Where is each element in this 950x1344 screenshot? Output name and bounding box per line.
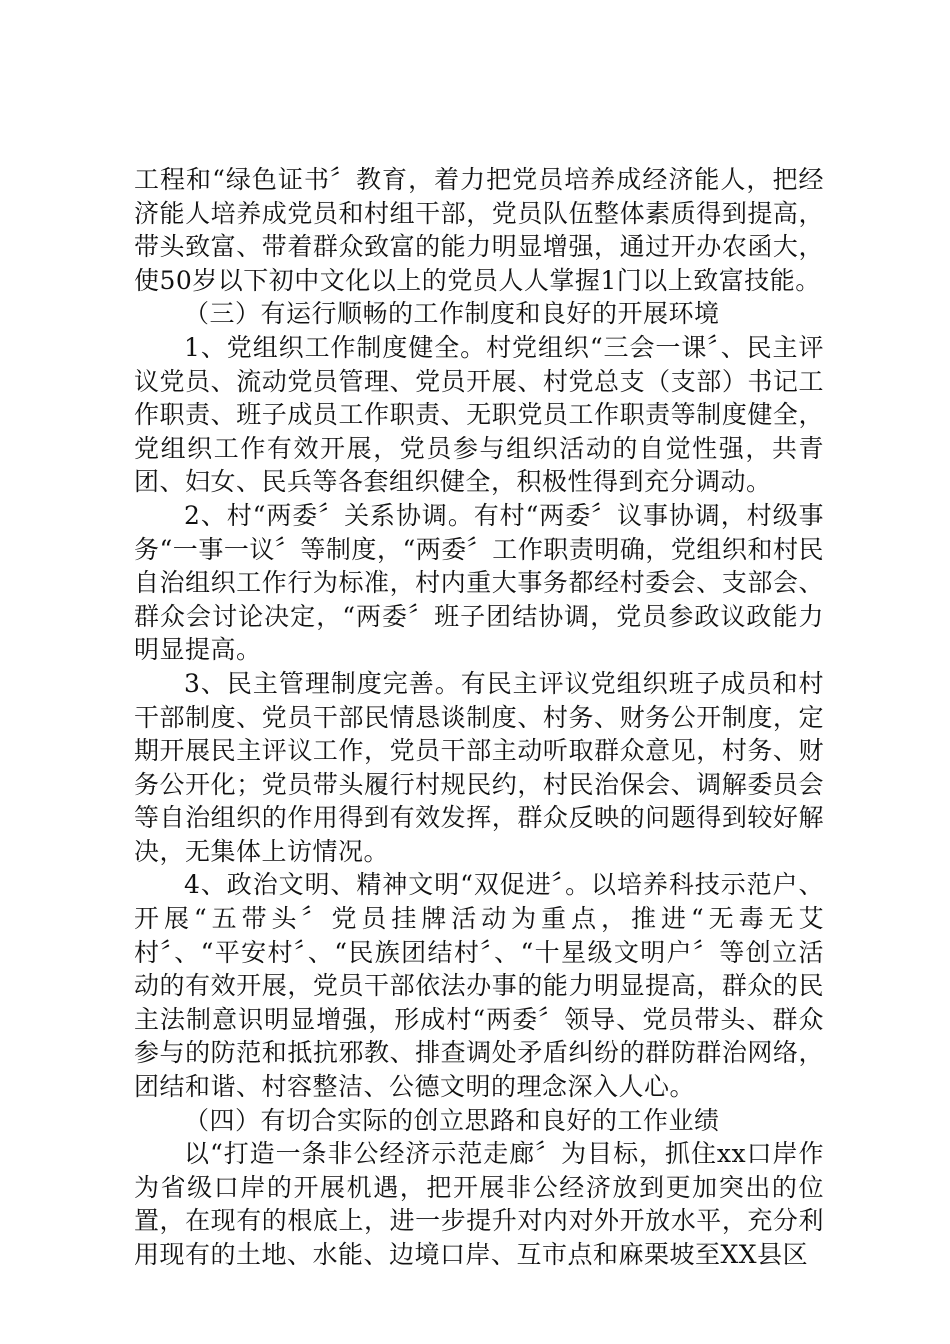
paragraph-continuation: 工程和“绿色证书〞教育，着力把党员培养成经济能人，把经济能人培养成党员和村组干部，党员队伍整体素质得到提高，带头致富、带着群众致富的能力明显增强，通过开办农函大，使50岁以下初中文化以上的党员人人掌握1门以上致富技能。	[134, 165, 824, 295]
section-heading-3: （三）有运行顺畅的工作制度和良好的开展环境	[184, 299, 720, 329]
paragraph-item-1: 1、党组织工作制度健全。村党组织“三会一课〞、民主评议党员、流动党员管理、党员开展、村党总支（支部）书记工作职责、班子成员工作职责、无职党员工作职责等制度健全，党组织工作有效开展，党员参与组织活动的自觉性强，共青团、妇女、民兵等各套组织健全，积极性得到充分调动。	[134, 332, 824, 497]
paragraph-item-2: 2、村“两委〞关系协调。有村“两委〞议事协调，村级事务“一事一议〞等制度，“两委〞工作职责明确，党组织和村民自治组织工作行为标准，村内重大事务都经村委会、支部会、群众会讨论决定，“两委〞班子团结协调，党员参政议政能力明显提高。	[134, 500, 824, 665]
document-body	[134, 163, 824, 1272]
paragraph-item-3: 3、民主管理制度完善。有民主评议党组织班子成员和村干部制度、党员干部民情恳谈制度、村务、财务公开制度，定期开展民主评议工作，党员干部主动听取群众意见，村务、财务公开化；党员带头履行村规民约，村民治保会、调解委员会等自治组织的作用得到有效发挥，群众反映的问题得到较好解决，无集体上访情况。	[134, 668, 824, 866]
paragraph-section-4-body: 以“打造一条非公经济示范走廊〞为目标，抓住xx口岸作为省级口岸的开展机遇，把开展非公经济放到更加突出的位置，在现有的根底上，进一步提升对内对外开放水平，充分利用现有的土地、水能、边境口岸、互市点和麻栗坡至XX县区	[134, 1139, 824, 1269]
paragraph-item-4: 4、政治文明、精神文明“双促进〞。以培养科技示范户、开展“五带头〞党员挂牌活动为重点，推进“无毒无艾村〞、“平安村〞、“民族团结村〞、“十星级文明户〞等创立活动的有效开展，党员干部依法办事的能力明显提高，群众的民主法制意识明显增强，形成村“两委〞领导、党员带头、群众参与的防范和抵抗邪教、排查调处矛盾纠纷的群防群治网络，团结和谐、村容整洁、公德文明的理念深入人心。	[134, 870, 824, 1102]
section-heading-4: （四）有切合实际的创立思路和良好的工作业绩	[184, 1105, 720, 1135]
